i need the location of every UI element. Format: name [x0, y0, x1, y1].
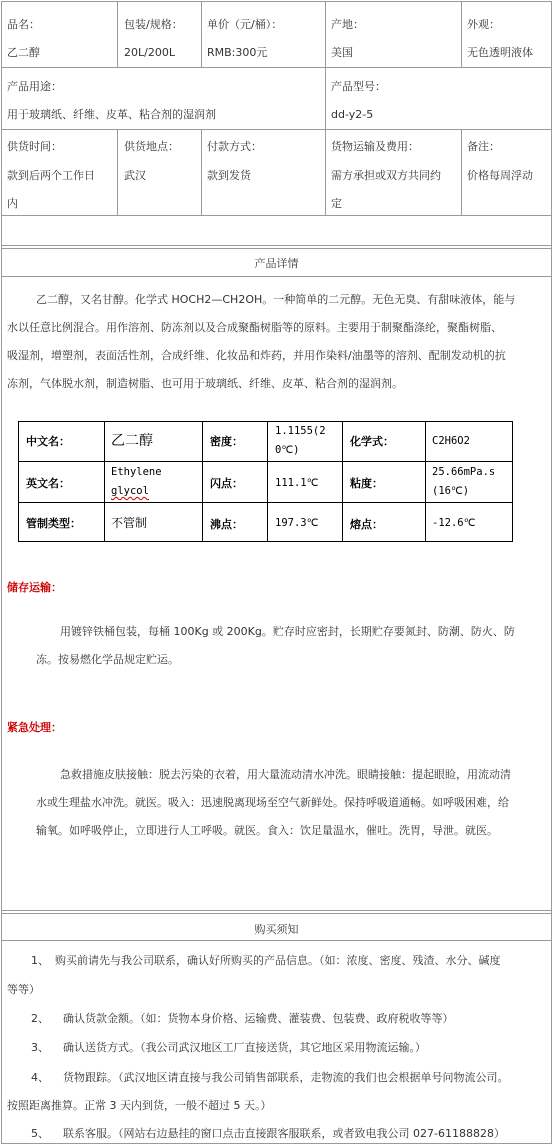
product-name-value: 乙二醇: [7, 46, 40, 59]
prop-value: 111.1℃: [275, 477, 319, 489]
supply-place-value: 武汉: [124, 169, 146, 182]
prop-key: 熔点：: [350, 518, 383, 531]
emergency-line: 输氧。如呼吸停止，立即进行人工呼吸。就医。食入：饮足量温水，催吐。洗胃，导泄。就医。: [36, 824, 498, 837]
prop-value: 不管制: [111, 516, 148, 530]
emergency-heading: 紧急处理：: [7, 721, 62, 734]
prop-value: C2H6O2: [432, 435, 470, 447]
product-name-label: 品名：: [7, 18, 40, 31]
package-label: 包装/规格：: [124, 18, 183, 31]
prop-key: 中文名：: [26, 435, 70, 448]
prop-value: glycol: [111, 485, 149, 497]
purchase-item-num: 4、: [31, 1071, 49, 1084]
purchase-item: [31, 1122, 505, 1145]
prop-value: (16℃): [432, 485, 470, 497]
purchase-item-text: 货物跟踪。（武汉地区请直接与我公司销售部联系，走物流的我们也会根据单号问物流公司。: [63, 1071, 509, 1084]
purchase-item: [31, 1007, 454, 1030]
model-label: 产品型号：: [331, 80, 386, 93]
appearance-label: 外观：: [467, 18, 500, 31]
purchase-item-num: 1、: [31, 954, 49, 967]
prop-key: 密度：: [210, 435, 243, 448]
prop-value: 乙二醇: [111, 433, 153, 449]
shipping-value-line: 定: [331, 197, 342, 210]
details-title: 产品详情: [254, 257, 299, 270]
supply-place-label: 供货地点：: [124, 140, 179, 153]
purchase-item-text: 购买前请先与我公司联系，确认好所购买的产品信息。（如：浓度、密度、残渣、水分、碱度: [55, 954, 501, 967]
storage-line: 用镀锌铁桶包装，每桶 100Kg 或 200Kg。贮存时应密封，长期贮存要氮封、防潮、防火、防: [60, 625, 515, 638]
supply-time-value-line: 内: [7, 197, 18, 210]
payment-label: 付款方式：: [207, 140, 262, 153]
usage-value: 用于玻璃纸、纤维、皮革、粘合剂的湿润剂: [7, 108, 216, 121]
origin-label: 产地：: [331, 18, 364, 31]
model-value: dd-y2-5: [331, 108, 374, 121]
storage-line: 冻。按易燃化学品规定贮运。: [36, 653, 179, 666]
purchase-item: [31, 1066, 509, 1089]
purchase-title: 购买须知: [254, 923, 299, 936]
package-value: 20L/200L: [124, 46, 175, 59]
intro-line: 乙二醇，又名甘醇。化学式 HOCH2—CH2OH。一种简单的二元醇。无色无臭、有甜味液体，能与: [36, 293, 516, 306]
prop-key: 沸点：: [210, 518, 243, 531]
prop-key: 闪点：: [210, 477, 243, 490]
purchase-item-text: 确认货款金额。（如：货物本身价格、运输费、灌装费、包装费、政府税收等等）: [63, 1012, 454, 1025]
remark-value: 价格每周浮动: [467, 169, 533, 182]
prop-value: 25.66mPa.s: [432, 466, 496, 478]
shipping-label: 货物运输及费用：: [331, 140, 419, 153]
purchase-item-num: 3、: [31, 1041, 49, 1054]
purchase-item-text: 联系客服。（网站右边悬挂的窗口点击直接跟客服联系，或者致电我公司 027-61188828）: [63, 1127, 505, 1140]
purchase-item: [31, 949, 501, 972]
purchase-item-cont: 等等）: [7, 983, 40, 996]
purchase-item: [31, 1036, 426, 1059]
prop-value: -12.6℃: [432, 517, 476, 529]
supply-time-label: 供货时间：: [7, 140, 62, 153]
prop-value: Ethylene: [111, 466, 162, 478]
prop-value: 1.1155(2: [275, 425, 326, 437]
purchase-item-num: 5、: [31, 1127, 49, 1140]
unit-price-value: RMB:300元: [207, 46, 268, 59]
shipping-value-line: 需方承担或双方共同约: [331, 169, 441, 182]
emergency-line: 水或生理盐水冲洗。就医。吸入：迅速脱离现场至空气新鲜处。保持呼吸道通畅。如呼吸困难，给: [36, 796, 509, 809]
payment-value: 款到发货: [207, 169, 251, 182]
prop-key: 粘度：: [350, 477, 383, 490]
intro-line: 冻剂，气体脱水剂，制造树脂、也可用于玻璃纸、纤维、皮革、粘合剂的湿润剂。: [7, 377, 403, 390]
origin-value: 美国: [331, 46, 353, 59]
purchase-item-text: 确认送货方式。（我公司武汉地区工厂直接送货，其它地区采用物流运输。）: [63, 1041, 426, 1054]
unit-price-label: 单价（元/桶）：: [207, 18, 283, 31]
purchase-item-cont: 按照距离推算。正常 3 天内到货，一般不超过 5 天。）: [7, 1099, 272, 1112]
usage-label: 产品用途：: [7, 80, 62, 93]
prop-value: 0℃): [275, 444, 300, 456]
storage-heading: 储存运输：: [7, 581, 62, 594]
emergency-line: 急救措施皮肤接触：脱去污染的衣着，用大量流动清水冲洗。眼睛接触：提起眼睑，用流动清: [60, 768, 511, 781]
intro-line: 吸湿剂，增塑剂，表面活性剂，合成纤维、化妆品和炸药，并用作染料/油墨等的溶剂、配制发动机的抗: [7, 349, 506, 362]
prop-key: 英文名：: [26, 477, 70, 490]
prop-key: 化学式：: [350, 435, 394, 448]
remark-label: 备注：: [467, 140, 500, 153]
purchase-item-num: 2、: [31, 1012, 49, 1025]
supply-time-value-line: 款到后两个工作日: [7, 169, 95, 182]
appearance-value: 无色透明液体: [467, 46, 533, 59]
intro-line: 水以任意比例混合。用作溶剂、防冻剂以及合成聚酯树脂等的原料。主要用于制聚酯涤纶，聚酯树脂、: [7, 321, 502, 334]
prop-key: 管制类型：: [26, 517, 81, 530]
prop-value: 197.3℃: [275, 517, 319, 529]
